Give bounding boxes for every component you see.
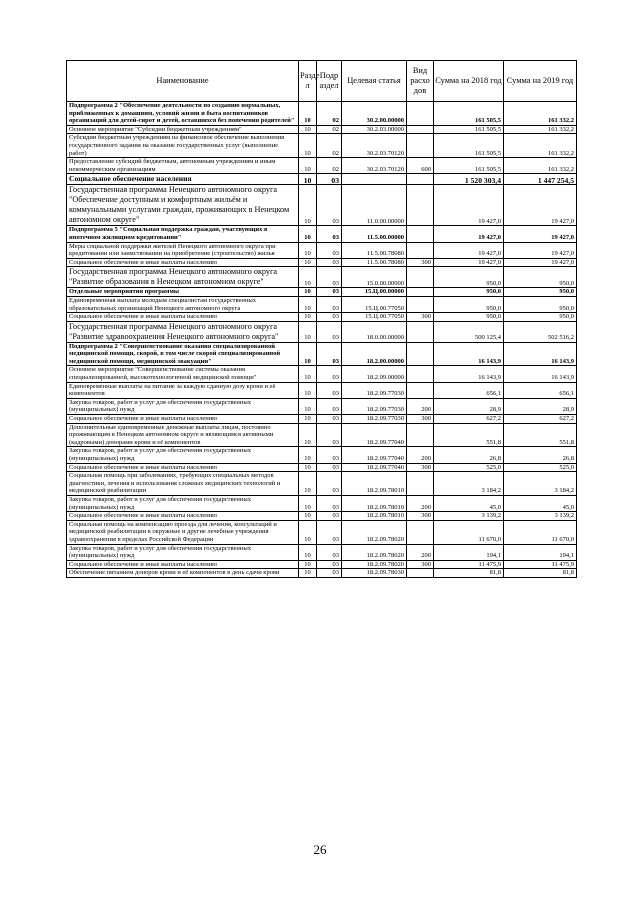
row-target-article-cell: 18.2.09.78010 — [342, 495, 407, 511]
table-row — [67, 134, 577, 158]
row-expense-type-cell — [407, 296, 434, 312]
row-target-article-cell: 15.Ц.00.00000 — [342, 288, 407, 297]
row-podrazdel-cell: 03 — [317, 423, 342, 447]
row-expense-type-cell — [407, 226, 434, 242]
table-row — [67, 321, 577, 342]
row-sum-2019-cell: 1 447 254,5 — [504, 174, 577, 185]
row-sum-2019-cell: 16 143,9 — [504, 366, 577, 382]
row-sum-2019-cell: 161 332,2 — [504, 134, 577, 158]
table-row — [67, 258, 577, 267]
row-sum-2019-cell: 26,8 — [504, 447, 577, 463]
row-expense-type-cell: 300 — [407, 415, 434, 424]
table-row — [67, 472, 577, 496]
row-razdel-cell: 10 — [299, 125, 317, 134]
row-name-cell: Социальное обеспечение населения — [67, 174, 299, 185]
row-sum-2018-cell: 19 427,0 — [434, 242, 504, 258]
row-podrazdel-cell: 02 — [317, 158, 342, 174]
row-target-article-cell: 18.0.00.00000 — [342, 321, 407, 342]
row-sum-2018-cell: 19 427,0 — [434, 226, 504, 242]
header-target-article: Целевая статья — [342, 61, 407, 102]
row-sum-2019-cell: 161 332,2 — [504, 158, 577, 174]
row-name-cell: Меры социальной поддержки жителей Ненецкого автономного округа при кредитовании или заимствовании на приобретение (строительство) жилья — [67, 242, 299, 258]
row-podrazdel-cell: 03 — [317, 185, 342, 226]
row-razdel-cell: 10 — [299, 134, 317, 158]
table-body — [67, 102, 577, 578]
row-expense-type-cell: 300 — [407, 560, 434, 569]
table-row — [67, 415, 577, 424]
row-target-article-cell: 11.5.00.00000 — [342, 226, 407, 242]
row-razdel-cell: 10 — [299, 258, 317, 267]
row-name-cell: Единовременные выплаты на питание за каждую сданную дозу крови и её компонентов — [67, 382, 299, 398]
row-target-article-cell: 30.2.03.70120 — [342, 134, 407, 158]
row-expense-type-cell: 200 — [407, 544, 434, 560]
row-expense-type-cell — [407, 288, 434, 297]
row-podrazdel-cell: 03 — [317, 447, 342, 463]
table-row — [67, 560, 577, 569]
row-sum-2019-cell: 16 143,9 — [504, 342, 577, 366]
row-podrazdel-cell: 03 — [317, 495, 342, 511]
table-row — [67, 296, 577, 312]
table-row — [67, 185, 577, 226]
row-razdel-cell: 10 — [299, 267, 317, 288]
row-expense-type-cell — [407, 174, 434, 185]
table-row — [67, 544, 577, 560]
row-sum-2018-cell: 161 505,5 — [434, 125, 504, 134]
row-razdel-cell: 10 — [299, 472, 317, 496]
row-razdel-cell: 10 — [299, 342, 317, 366]
page-number: 26 — [313, 842, 327, 857]
row-razdel-cell: 10 — [299, 447, 317, 463]
row-razdel-cell: 10 — [299, 423, 317, 447]
row-podrazdel-cell: 03 — [317, 382, 342, 398]
row-sum-2019-cell: 551,8 — [504, 423, 577, 447]
row-razdel-cell: 10 — [299, 366, 317, 382]
row-expense-type-cell: 200 — [407, 398, 434, 414]
table-row — [67, 174, 577, 185]
row-target-article-cell: 18.2.09.78030 — [342, 569, 407, 578]
row-podrazdel-cell: 03 — [317, 288, 342, 297]
row-target-article-cell: 18.2.09.78020 — [342, 544, 407, 560]
row-sum-2018-cell: 627,2 — [434, 415, 504, 424]
row-expense-type-cell — [407, 321, 434, 342]
row-sum-2019-cell: 19 427,0 — [504, 258, 577, 267]
row-sum-2019-cell: 161 332,2 — [504, 102, 577, 126]
header-sum-2019: Сумма на 2019 год — [504, 61, 577, 102]
row-sum-2019-cell: 950,0 — [504, 267, 577, 288]
header-razdel: Разде л — [299, 61, 317, 102]
row-sum-2019-cell: 950,0 — [504, 288, 577, 297]
table-row — [67, 242, 577, 258]
row-podrazdel-cell: 03 — [317, 520, 342, 544]
row-sum-2019-cell: 19 427,0 — [504, 185, 577, 226]
row-name-cell: Основное мероприятие "Совершенствование системы оказания специализированной, высокотехнологичной медицинской помощи" — [67, 366, 299, 382]
row-sum-2018-cell: 950,0 — [434, 267, 504, 288]
row-sum-2019-cell: 45,0 — [504, 495, 577, 511]
table-row — [67, 447, 577, 463]
row-podrazdel-cell: 03 — [317, 560, 342, 569]
row-expense-type-cell — [407, 569, 434, 578]
row-sum-2018-cell: 525,0 — [434, 463, 504, 472]
row-sum-2018-cell: 656,1 — [434, 382, 504, 398]
table-row — [67, 158, 577, 174]
row-podrazdel-cell: 03 — [317, 415, 342, 424]
table-row — [67, 423, 577, 447]
row-razdel-cell: 10 — [299, 382, 317, 398]
row-name-cell: Основное мероприятие "Субсидии бюджетным учреждениям" — [67, 125, 299, 134]
row-sum-2019-cell: 81,8 — [504, 569, 577, 578]
row-podrazdel-cell: 03 — [317, 242, 342, 258]
table-row — [67, 398, 577, 414]
row-name-cell: Социальное обеспечение и иные выплаты населению — [67, 415, 299, 424]
row-target-article-cell: 18.2.09.77040 — [342, 463, 407, 472]
row-expense-type-cell: 300 — [407, 258, 434, 267]
row-target-article-cell — [342, 174, 407, 185]
row-podrazdel-cell: 03 — [317, 226, 342, 242]
row-expense-type-cell: 300 — [407, 463, 434, 472]
row-sum-2018-cell: 28,9 — [434, 398, 504, 414]
table-row — [67, 102, 577, 126]
row-expense-type-cell — [407, 382, 434, 398]
table-row — [67, 313, 577, 322]
budget-table — [66, 60, 577, 578]
row-name-cell: Государственная программа Ненецкого автономного округа "Развитие здравоохранения Ненецкого автономного округа" — [67, 321, 299, 342]
row-target-article-cell: 15.0.00.00000 — [342, 267, 407, 288]
row-razdel-cell: 10 — [299, 296, 317, 312]
table-row — [67, 288, 577, 297]
row-sum-2019-cell: 627,2 — [504, 415, 577, 424]
row-sum-2019-cell: 502 516,2 — [504, 321, 577, 342]
row-expense-type-cell — [407, 423, 434, 447]
table-row — [67, 125, 577, 134]
row-sum-2019-cell: 161 332,2 — [504, 125, 577, 134]
row-sum-2019-cell: 950,0 — [504, 296, 577, 312]
row-podrazdel-cell: 03 — [317, 512, 342, 521]
row-razdel-cell: 10 — [299, 321, 317, 342]
row-razdel-cell: 10 — [299, 158, 317, 174]
row-name-cell: Социальное обеспечение и иные выплаты населению — [67, 258, 299, 267]
row-name-cell: Закупка товаров, работ и услуг для обеспечения государственных (муниципальных) нужд — [67, 495, 299, 511]
table-row — [67, 226, 577, 242]
row-podrazdel-cell: 03 — [317, 313, 342, 322]
table-row — [67, 382, 577, 398]
row-razdel-cell: 10 — [299, 512, 317, 521]
row-expense-type-cell: 200 — [407, 495, 434, 511]
row-target-article-cell: 15.Ц.00.77050 — [342, 296, 407, 312]
row-podrazdel-cell: 03 — [317, 342, 342, 366]
row-podrazdel-cell: 03 — [317, 472, 342, 496]
row-name-cell: Предоставление субсидий бюджетным, автономным учреждениям и иным некоммерческим организациям — [67, 158, 299, 174]
row-sum-2018-cell: 3 184,2 — [434, 472, 504, 496]
row-sum-2019-cell: 656,1 — [504, 382, 577, 398]
table-row — [67, 342, 577, 366]
row-expense-type-cell: 200 — [407, 447, 434, 463]
row-name-cell: Государственная программа Ненецкого автономного округа "Обеспечение доступным и комфортным жильём и коммунальными услугами граждан, проживающих в Ненецком автономном округе" — [67, 185, 299, 226]
row-name-cell: Подпрограмма 5 "Социальная поддержка граждан, участвующих в ипотечном жилищном кредитовании" — [67, 226, 299, 242]
row-expense-type-cell — [407, 366, 434, 382]
row-name-cell: Социальное обеспечение и иные выплаты населению — [67, 560, 299, 569]
row-razdel-cell: 10 — [299, 242, 317, 258]
row-razdel-cell: 10 — [299, 174, 317, 185]
row-expense-type-cell — [407, 342, 434, 366]
row-podrazdel-cell: 03 — [317, 321, 342, 342]
table-header-row — [67, 61, 577, 102]
row-sum-2018-cell: 161 505,5 — [434, 102, 504, 126]
row-name-cell: Отдельные мероприятия программы — [67, 288, 299, 297]
row-podrazdel-cell: 03 — [317, 267, 342, 288]
header-name: Наименование — [67, 61, 299, 102]
row-podrazdel-cell: 03 — [317, 544, 342, 560]
row-razdel-cell: 10 — [299, 544, 317, 560]
row-target-article-cell: 18.2.00.00000 — [342, 342, 407, 366]
row-podrazdel-cell: 02 — [317, 125, 342, 134]
row-target-article-cell: 30.2.03.70120 — [342, 158, 407, 174]
row-sum-2018-cell: 3 139,2 — [434, 512, 504, 521]
row-podrazdel-cell: 03 — [317, 569, 342, 578]
row-podrazdel-cell: 03 — [317, 398, 342, 414]
row-sum-2018-cell: 1 520 303,4 — [434, 174, 504, 185]
row-expense-type-cell — [407, 267, 434, 288]
row-razdel-cell: 10 — [299, 226, 317, 242]
row-razdel-cell: 10 — [299, 398, 317, 414]
row-razdel-cell: 10 — [299, 313, 317, 322]
row-sum-2019-cell: 3 139,2 — [504, 512, 577, 521]
row-name-cell: Социальная помощь на компенсацию проезда для лечения, консультаций и медицинской реабилитации в окружные и другие лечебные учреждения здравоохранения в пределах Российской Федерации — [67, 520, 299, 544]
row-target-article-cell: 18.2.09.78020 — [342, 520, 407, 544]
row-expense-type-cell — [407, 102, 434, 126]
row-sum-2018-cell: 950,0 — [434, 296, 504, 312]
row-name-cell: Единовременная выплата молодым специалистам государственных образовательных организаций Ненецкого автономного округа — [67, 296, 299, 312]
row-expense-type-cell — [407, 134, 434, 158]
row-razdel-cell: 10 — [299, 185, 317, 226]
row-name-cell: Социальное обеспечение и иные выплаты населению — [67, 313, 299, 322]
row-sum-2018-cell: 161 505,5 — [434, 158, 504, 174]
row-sum-2018-cell: 551,8 — [434, 423, 504, 447]
row-razdel-cell: 10 — [299, 415, 317, 424]
row-podrazdel-cell: 03 — [317, 463, 342, 472]
row-razdel-cell: 10 — [299, 520, 317, 544]
row-target-article-cell: 30.2.03.00000 — [342, 125, 407, 134]
row-target-article-cell: 15.Ц.00.77050 — [342, 313, 407, 322]
row-expense-type-cell: 600 — [407, 158, 434, 174]
row-target-article-cell: 18.2.09.78010 — [342, 472, 407, 496]
row-sum-2018-cell: 81,8 — [434, 569, 504, 578]
row-sum-2018-cell: 16 143,9 — [434, 366, 504, 382]
row-target-article-cell: 18.2.09.00000 — [342, 366, 407, 382]
row-sum-2019-cell: 3 184,2 — [504, 472, 577, 496]
row-target-article-cell: 30.2.00.00000 — [342, 102, 407, 126]
row-sum-2019-cell: 525,0 — [504, 463, 577, 472]
table-row — [67, 463, 577, 472]
row-sum-2019-cell: 194,1 — [504, 544, 577, 560]
row-sum-2018-cell: 11 475,9 — [434, 560, 504, 569]
row-sum-2018-cell: 950,0 — [434, 313, 504, 322]
row-expense-type-cell: 300 — [407, 512, 434, 521]
row-target-article-cell: 11.0.00.00000 — [342, 185, 407, 226]
row-name-cell: Дополнительные единовременные денежные выплаты лицам, постоянно проживающим в Ненецком автономном округе и являющимся активными (кадровыми) донорами крови и её компонентов — [67, 423, 299, 447]
table-row — [67, 267, 577, 288]
row-sum-2018-cell: 500 125,4 — [434, 321, 504, 342]
row-podrazdel-cell: 03 — [317, 296, 342, 312]
row-target-article-cell: 18.2.09.77030 — [342, 398, 407, 414]
header-podrazdel: Подр аздел — [317, 61, 342, 102]
table-row — [67, 520, 577, 544]
row-sum-2019-cell: 11 670,0 — [504, 520, 577, 544]
row-podrazdel-cell: 03 — [317, 258, 342, 267]
row-name-cell: Закупка товаров, работ и услуг для обеспечения государственных (муниципальных) нужд — [67, 544, 299, 560]
row-razdel-cell: 10 — [299, 288, 317, 297]
row-target-article-cell: 18.2.09.78010 — [342, 512, 407, 521]
row-sum-2018-cell: 16 143,9 — [434, 342, 504, 366]
row-podrazdel-cell: 02 — [317, 134, 342, 158]
row-expense-type-cell — [407, 125, 434, 134]
table-row — [67, 495, 577, 511]
row-expense-type-cell — [407, 520, 434, 544]
row-name-cell: Обеспечение питанием доноров крови и её компонентов в день сдачи крови — [67, 569, 299, 578]
row-podrazdel-cell: 03 — [317, 174, 342, 185]
row-name-cell: Закупка товаров, работ и услуг для обеспечения государственных (муниципальных) нужд — [67, 447, 299, 463]
row-name-cell: Государственная программа Ненецкого автономного округа "Развитие образования в Ненецком автономном округе" — [67, 267, 299, 288]
row-sum-2018-cell: 194,1 — [434, 544, 504, 560]
row-expense-type-cell — [407, 242, 434, 258]
row-razdel-cell: 10 — [299, 560, 317, 569]
table-row — [67, 366, 577, 382]
row-name-cell: Субсидии бюджетным учреждениям на финансовое обеспечение выполнения государственного задания на оказание государственных услуг (выполнение работ) — [67, 134, 299, 158]
row-expense-type-cell — [407, 185, 434, 226]
row-sum-2019-cell: 11 475,9 — [504, 560, 577, 569]
header-sum-2018: Сумма на 2018 год — [434, 61, 504, 102]
row-target-article-cell: 18.2.09.77040 — [342, 447, 407, 463]
row-expense-type-cell — [407, 472, 434, 496]
row-name-cell: Подпрограмма 2 "Совершенствование оказания специализированной медицинской помощи, скорой, в том числе скорой специализированной медицинской помощи, медицинской эвакуации" — [67, 342, 299, 366]
row-sum-2018-cell: 19 427,0 — [434, 185, 504, 226]
row-target-article-cell: 11.5.00.78080 — [342, 242, 407, 258]
row-razdel-cell: 10 — [299, 569, 317, 578]
row-podrazdel-cell: 02 — [317, 102, 342, 126]
row-expense-type-cell: 300 — [407, 313, 434, 322]
row-target-article-cell: 18.2.09.77030 — [342, 415, 407, 424]
row-podrazdel-cell: 03 — [317, 366, 342, 382]
row-sum-2019-cell: 950,0 — [504, 313, 577, 322]
row-sum-2018-cell: 11 670,0 — [434, 520, 504, 544]
row-sum-2019-cell: 19 427,0 — [504, 226, 577, 242]
table-row — [67, 512, 577, 521]
row-name-cell: Социальное обеспечение и иные выплаты населению — [67, 512, 299, 521]
row-target-article-cell: 18.2.09.77040 — [342, 423, 407, 447]
row-sum-2018-cell: 19 427,0 — [434, 258, 504, 267]
row-target-article-cell: 11.5.00.78080 — [342, 258, 407, 267]
row-sum-2018-cell: 161 505,5 — [434, 134, 504, 158]
row-sum-2018-cell: 45,0 — [434, 495, 504, 511]
row-razdel-cell: 10 — [299, 102, 317, 126]
row-sum-2018-cell: 26,8 — [434, 447, 504, 463]
row-name-cell: Социальная помощь при заболеваниях, требующих специальных методов диагностики, лечения и использования сложных медицинских технологий и медицинской реабилитации — [67, 472, 299, 496]
row-name-cell: Закупка товаров, работ и услуг для обеспечения государственных (муниципальных) нужд — [67, 398, 299, 414]
row-sum-2018-cell: 950,0 — [434, 288, 504, 297]
row-name-cell: Подпрограмма 2 "Обеспечение деятельности по созданию нормальных, приближенных к домашним, условий жизни и быта воспитанников организаций для детей-сирот и детей, оставшихся без попечения родителей" — [67, 102, 299, 126]
table-row — [67, 569, 577, 578]
header-expense-type: Вид расхо дов — [407, 61, 434, 102]
row-target-article-cell: 18.2.09.77030 — [342, 382, 407, 398]
row-sum-2019-cell: 28,9 — [504, 398, 577, 414]
row-razdel-cell: 10 — [299, 495, 317, 511]
row-target-article-cell: 18.2.09.78020 — [342, 560, 407, 569]
row-razdel-cell: 10 — [299, 463, 317, 472]
row-name-cell: Социальное обеспечение и иные выплаты населению — [67, 463, 299, 472]
row-sum-2019-cell: 19 427,0 — [504, 242, 577, 258]
